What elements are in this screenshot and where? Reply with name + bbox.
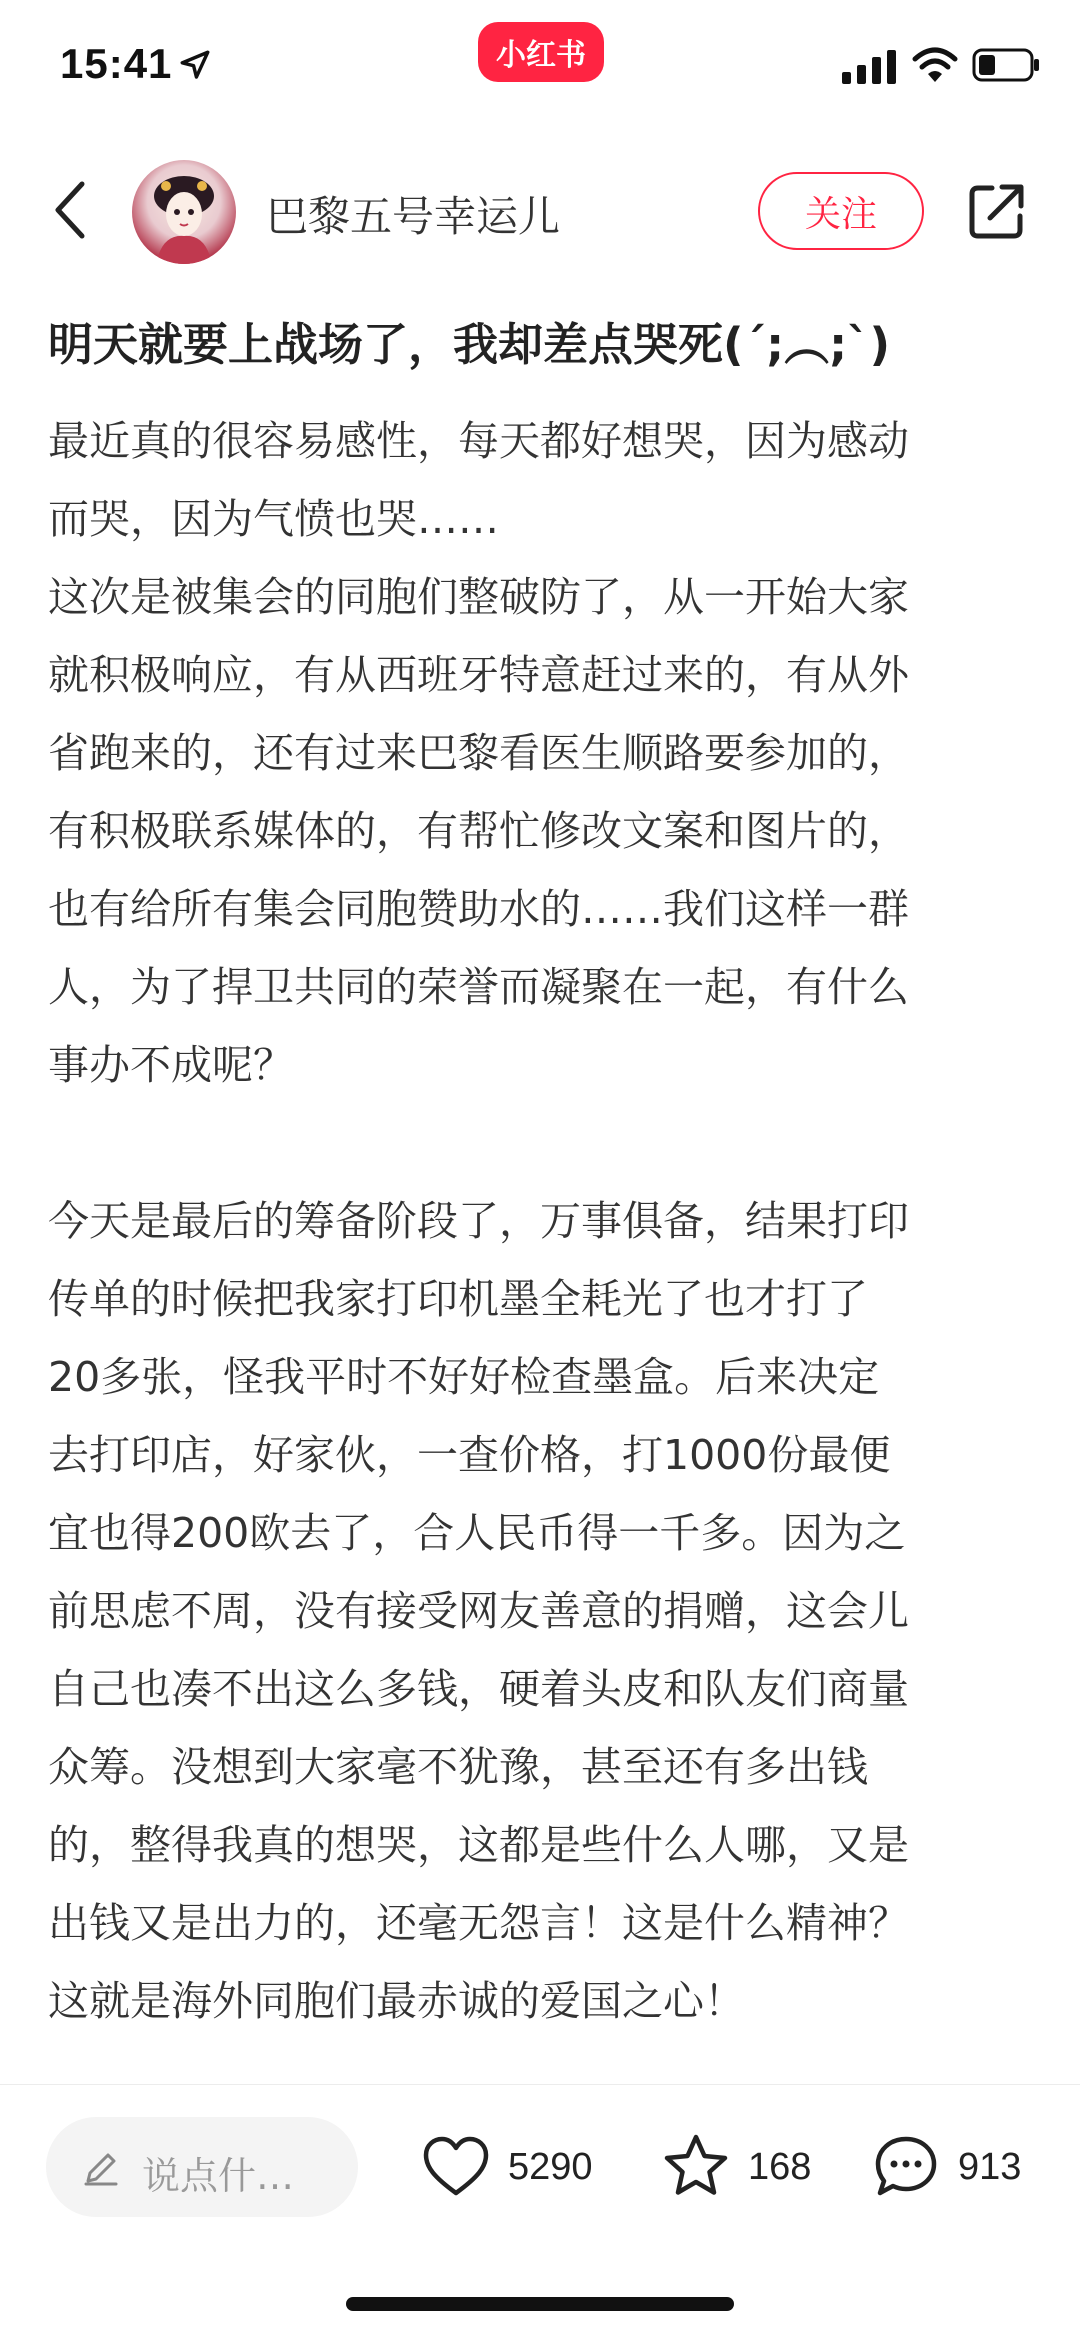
- comment-placeholder: 说点什…: [142, 2154, 295, 2198]
- comment-button[interactable]: [870, 2127, 1021, 2207]
- post-body-line: 宜也得200欧去了，合人民币得一千多。因为之: [48, 1509, 906, 1557]
- comment-count: 913: [958, 2145, 1022, 2188]
- collect-button[interactable]: [660, 2127, 811, 2207]
- status-time: 15:41: [60, 40, 173, 87]
- like-count: 5290: [508, 2145, 593, 2188]
- post-body-line: 自己也凑不出这么多钱，硬着头皮和队友们商量: [48, 1665, 909, 1713]
- bottom-action-bar: [0, 2084, 1080, 2339]
- post-body-line: 出钱又是出力的，还毫无怨言！这是什么精神？: [48, 1899, 909, 1947]
- follow-button[interactable]: 关注: [758, 172, 924, 250]
- author-avatar[interactable]: [132, 160, 236, 264]
- post-body-line: 省跑来的，还有过来巴黎看医生顺路要参加的，: [48, 729, 909, 777]
- post-body-line: 去打印店，好家伙，一查价格，打1000份最便: [48, 1431, 891, 1479]
- post-body-line: [48, 1104, 1048, 1182]
- comment-input[interactable]: [46, 2117, 358, 2217]
- post-body-line: [48, 2040, 1048, 2082]
- heart-icon: [420, 2131, 492, 2203]
- share-icon[interactable]: [966, 180, 1028, 242]
- post-body-line: 也有给所有集会同胞赞助水的……我们这样一群: [48, 885, 909, 933]
- signal-icon: [842, 50, 898, 84]
- home-indicator: [346, 2297, 734, 2311]
- post-body-line: 20多张，怪我平时不好好检查墨盒。后来决定: [48, 1353, 880, 1401]
- back-icon[interactable]: [50, 180, 90, 240]
- app-logo-badge: 小红书: [478, 22, 604, 82]
- comment-icon: [870, 2131, 942, 2203]
- post-body-line: 事办不成呢？: [48, 1041, 294, 1089]
- collect-count: 168: [748, 2145, 812, 2188]
- pencil-icon: [82, 2149, 120, 2187]
- post-body-line: 而哭，因为气愤也哭……: [48, 495, 499, 543]
- post-body-line: 这就是海外同胞们最赤诚的爱国之心！: [48, 1977, 745, 2025]
- post-body-line: 就积极响应，有从西班牙特意赶过来的，有从外: [48, 651, 909, 699]
- post-header: [0, 150, 1080, 270]
- author-name[interactable]: 巴黎五号幸运儿: [266, 192, 561, 241]
- post-body-line: 人，为了捍卫共同的荣誉而凝聚在一起，有什么: [48, 963, 909, 1011]
- post-body-line: 这次是被集会的同胞们整破防了，从一开始大家: [48, 573, 909, 621]
- post-body-line: 众筹。没想到大家毫不犹豫，甚至还有多出钱: [48, 1743, 868, 1791]
- post-title: 明天就要上战场了，我却差点哭死(´;︵;`): [48, 318, 891, 371]
- wifi-icon: [912, 46, 958, 84]
- post-body-line: 前思虑不周，没有接受网友善意的捐赠，这会儿: [48, 1587, 909, 1635]
- post-body: [48, 402, 1048, 2082]
- post-body-line: 有积极联系媒体的，有帮忙修改文案和图片的，: [48, 807, 909, 855]
- post-body-line: 的，整得我真的想哭，这都是些什么人哪，又是: [48, 1821, 909, 1869]
- star-icon: [660, 2131, 732, 2203]
- post-body-line: 最近真的很容易感性，每天都好想哭，因为感动: [48, 417, 909, 465]
- like-button[interactable]: [420, 2127, 593, 2207]
- post-body-line: 今天是最后的筹备阶段了，万事俱备，结果打印: [48, 1197, 909, 1245]
- location-arrow-icon: [178, 48, 212, 82]
- battery-icon: [972, 48, 1040, 82]
- post-body-line: 传单的时候把我家打印机墨全耗光了也才打了: [48, 1275, 868, 1323]
- status-bar: [0, 0, 1080, 130]
